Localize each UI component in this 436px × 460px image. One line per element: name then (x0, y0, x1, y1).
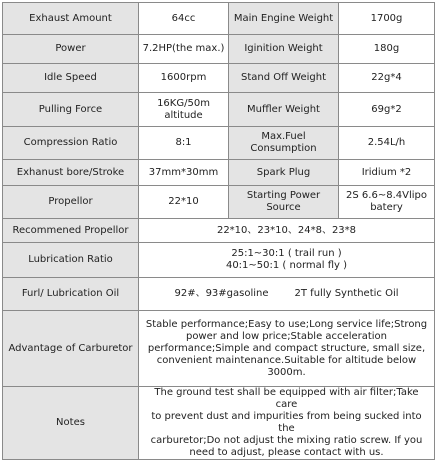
text-line: performance;Simple and compact structure, small size, (147, 342, 426, 354)
table-row (3, 3, 435, 35)
value-line: altitude (164, 109, 203, 121)
text-line: to prevent dust and impurities from being sucked into the (151, 411, 422, 434)
row-label: Exhanust bore/Stroke (3, 160, 139, 186)
table-row (3, 35, 435, 64)
label-line: Source (266, 202, 301, 213)
row-label: Iginition Weight (229, 35, 339, 64)
row-value: Iridium *2 (339, 160, 435, 186)
row-value: 7.2HP(the max.) (139, 35, 229, 64)
row-label: Muffler Weight (229, 93, 339, 127)
row-value (139, 387, 435, 460)
row-value: 69g*2 (339, 93, 435, 127)
text-line: convenient maintenance.Suitable for altitude below (156, 354, 417, 366)
row-label (229, 186, 339, 219)
oil-value: 2T fully Synthetic Oil (294, 288, 399, 299)
value-line: 25:1~30:1 ( trail run ) (231, 248, 342, 259)
row-label: Pulling Force (3, 93, 139, 127)
text-line: power and low price;Stable acceleration (185, 330, 388, 342)
row-label (229, 127, 339, 160)
row-label: Exhaust Amount (3, 3, 139, 35)
row-label: Compression Ratio (3, 127, 139, 160)
row-value: 180g (339, 35, 435, 64)
row-label: Notes (3, 387, 139, 460)
table-row (3, 278, 435, 311)
row-value: 37mm*30mm (139, 160, 229, 186)
row-value: 1600rpm (139, 64, 229, 93)
row-label: Propellor (3, 186, 139, 219)
row-value: 2.54L/h (339, 127, 435, 160)
row-value: 22*10、23*10、24*8、23*8 (139, 219, 435, 243)
row-value (139, 278, 435, 311)
row-label: Spark Plug (229, 160, 339, 186)
row-label: Advantage of Carburetor (3, 311, 139, 387)
row-value: 22*10 (139, 186, 229, 219)
table-row (3, 219, 435, 243)
row-label: Lubrication Ratio (3, 243, 139, 278)
row-label: Idle Speed (3, 64, 139, 93)
label-line: Consumption (250, 143, 317, 154)
row-value (139, 243, 435, 278)
value-line: 40:1~50:1 ( normal fly ) (225, 260, 348, 271)
table-row (3, 243, 435, 278)
row-value (139, 93, 229, 127)
row-label: Power (3, 35, 139, 64)
row-label: Furl/ Lubrication Oil (3, 278, 139, 311)
value-line: 2S 6.6~8.4Vlipo (346, 190, 427, 201)
row-value: 8:1 (139, 127, 229, 160)
fuel-value: 92#、93#gasoline (174, 288, 269, 299)
table-row (3, 186, 435, 219)
row-value: 1700g (339, 3, 435, 35)
table-row (3, 387, 435, 460)
text-line: The ground test shall be equipped with air filter;Take care (154, 387, 419, 410)
row-label: Stand Off Weight (229, 64, 339, 93)
row-value (339, 186, 435, 219)
row-value (139, 311, 435, 387)
text-line: carburetor;Do not adjust the mixing ratio screw. If you (150, 435, 423, 446)
spec-table (2, 2, 435, 460)
text-line: need to adjust, please contact with us. (189, 447, 384, 458)
row-value: 64cc (139, 3, 229, 35)
text-line: Stable performance;Easy to use;Long service life;Strong (145, 318, 428, 330)
label-line: Starting Power (246, 190, 321, 201)
table-row (3, 127, 435, 160)
table-row (3, 311, 435, 387)
text-line: 3000m. (267, 366, 306, 378)
row-label: Recommened Propellor (3, 219, 139, 243)
value-line: 16KG/50m (157, 97, 210, 109)
table-row (3, 93, 435, 127)
table-row (3, 160, 435, 186)
row-label: Main Engine Weight (229, 3, 339, 35)
row-value: 22g*4 (339, 64, 435, 93)
value-line: batery (370, 202, 403, 213)
table-row (3, 64, 435, 93)
label-line: Max.Fuel (261, 131, 306, 142)
